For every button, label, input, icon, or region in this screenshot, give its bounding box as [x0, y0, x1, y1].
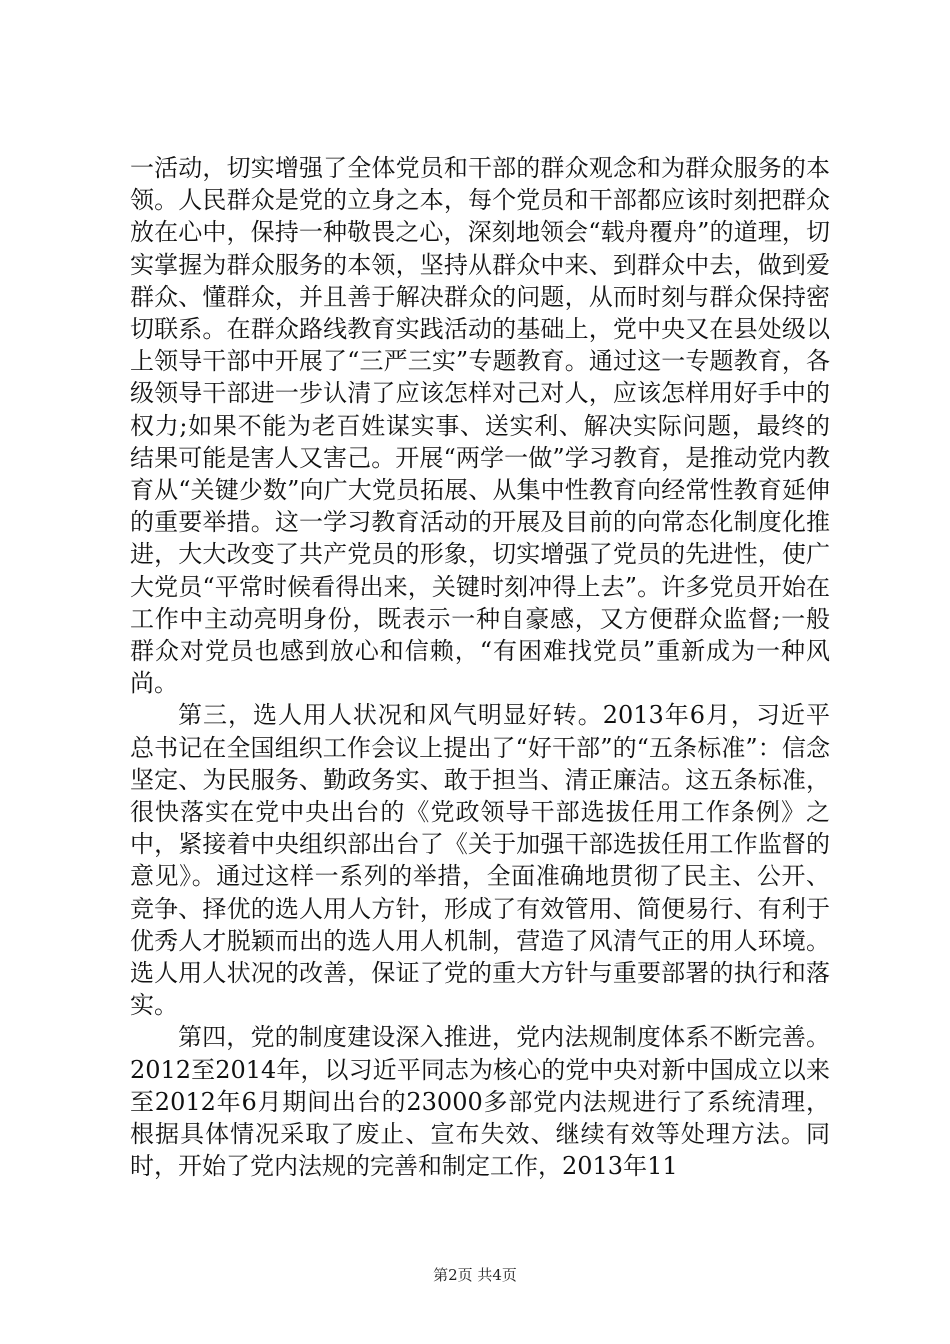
body-text — [130, 152, 830, 1183]
page-footer: 第2页 共4页 — [433, 1266, 517, 1284]
paragraph-continuation: 一活动，切实增强了全体党员和干部的群众观念和为群众服务的本领。人民群众是党的立身之本，每个党员和干部都应该时刻把群众放在心中，保持一种敬畏之心，深刻地领会“载舟覆舟”的道理，切实掌握为群众服务的本领，坚持从群众中来、到群众中去，做到爱群众、懂群众，并且善于解决群众的问题，从而时刻与群众保持密切联系。在群众路线教育实践活动的基础上，党中央又在县处级以上领导干部中开展了“三严三实”专题教育。通过这一专题教育，各级领导干部进一步认清了应该怎样对己对人，应该怎样用好手中的权力;如果不能为老百姓谋实事、送实利、解决实际问题，最终的结果可能是害人又害己。开展“两学一做”学习教育，是推动党内教育从“关键少数”向广大党员拓展、从集中性教育向经常性教育延伸的重要举措。这一学习教育活动的开展及目前的向常态化制度化推进，大大改变了共产党员的形象，切实增强了党员的先进性，使广大党员“平常时候看得出来，关键时刻冲得上去”。许多党员开始在工作中主动亮明身份，既表示一种自豪感，又方便群众监督;一般群众对党员也感到放心和信赖，“有困难找党员”重新成为一种风尚。 — [130, 154, 830, 698]
paragraph-third-point: 第三，选人用人状况和风气明显好转。2013年6月，习近平总书记在全国组织工作会议上提出了“好干部”的“五条标准”：信念坚定、为民服务、勤政务实、敢于担当、清正廉洁。这五条标准，很快落实在党中央出台的《党政领导干部选拔任用工作条例》之中，紧接着中央组织部出台了《关于加强干部选拔任用工作监督的意见》。通过这样一系列的举措，全面准确地贯彻了民主、公开、竞争、择优的选人用人方针，形成了有效管用、简便易行、有利于优秀人才脱颖而出的选人用人机制，营造了风清气正的用人环境。选人用人状况的改善，保证了党的重大方针与重要部署的执行和落实。 — [130, 701, 830, 1020]
paragraph-fourth-point: 第四，党的制度建设深入推进，党内法规制度体系不断完善。2012至2014年，以习近平同志为核心的党中央对新中国成立以来至2012年6月期间出台的23000多部党内法规进行了系统清理，根据具体情况采取了废止、宣布失效、继续有效等处理方法。同时，开始了党内法规的完善和制定工作，2013年11 — [130, 1023, 830, 1181]
